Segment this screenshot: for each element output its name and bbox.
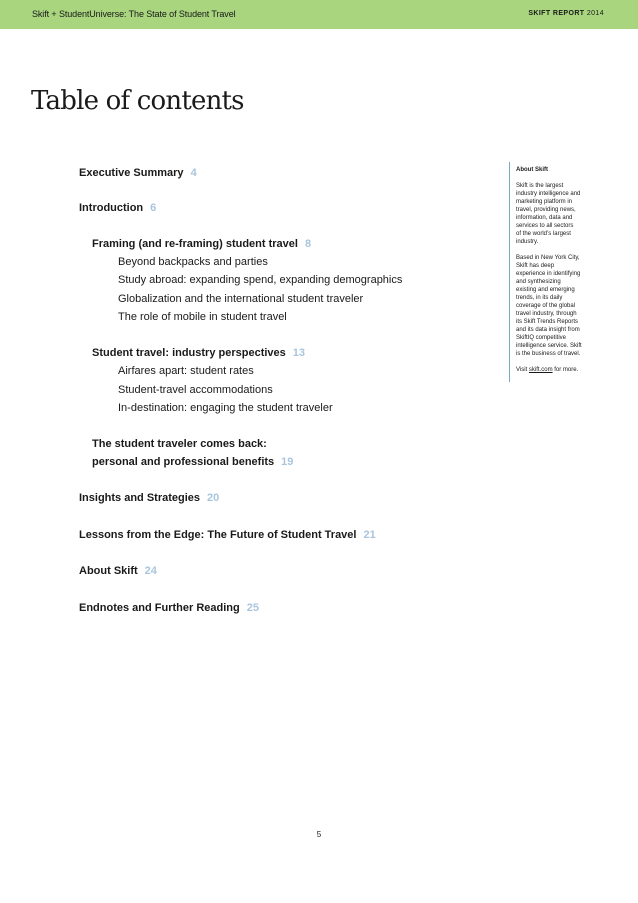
toc-entry[interactable] xyxy=(79,529,376,541)
sidebar-line: industry. xyxy=(516,239,539,245)
toc-entry-title: Study abroad: expanding spend, expanding demographics xyxy=(118,274,403,286)
report-label-text: SKIFT REPORT xyxy=(528,10,585,17)
visit-suffix: for more. xyxy=(552,367,579,373)
toc-entry-title: In-destination: engaging the student traveler xyxy=(118,402,333,414)
toc-entry[interactable] xyxy=(79,167,197,179)
toc-entry[interactable] xyxy=(92,238,311,250)
sidebar-line: existing and emerging xyxy=(516,287,575,293)
sidebar-line: marketing platform in xyxy=(516,199,573,205)
toc-entry-title: Beyond backpacks and parties xyxy=(118,256,268,268)
sidebar-paragraph-1 xyxy=(516,182,616,246)
report-label xyxy=(528,10,604,17)
toc-entry[interactable] xyxy=(79,565,157,577)
about-skift-sidebar xyxy=(509,162,616,382)
sidebar-line: SkiftIQ competitive xyxy=(516,335,567,341)
toc-entry-page: 19 xyxy=(281,456,294,468)
report-title: Skift + StudentUniverse: The State of Student Travel xyxy=(32,9,236,19)
sidebar-line: travel, providing news, xyxy=(516,207,576,213)
sidebar-line: intelligence service. Skift xyxy=(516,343,582,349)
toc-entry[interactable] xyxy=(118,293,363,305)
toc-entry-page: 20 xyxy=(207,492,220,504)
toc-entry-page: 13 xyxy=(292,347,306,359)
sidebar-line: and synthesizing xyxy=(516,279,561,285)
toc-entry-page: 24 xyxy=(144,565,157,577)
toc-entry-title: Airfares apart: student rates xyxy=(118,365,254,377)
toc-entry-title: Endnotes and Further Reading xyxy=(79,602,240,614)
header-bar xyxy=(0,0,638,29)
sidebar-line: industry intelligence and xyxy=(516,191,581,197)
toc-entry[interactable] xyxy=(118,256,268,268)
toc-entry-page: 21 xyxy=(363,529,376,541)
toc-entry[interactable] xyxy=(79,492,219,504)
sidebar-line: travel industry, through xyxy=(516,311,577,317)
toc-entry-page: 25 xyxy=(246,602,259,614)
toc-entry-title: The role of mobile in student travel xyxy=(118,311,287,323)
toc-entry[interactable] xyxy=(118,402,333,414)
toc-entry-title: Introduction xyxy=(79,202,144,214)
toc-entry-page: 6 xyxy=(150,202,157,214)
toc-entry-title: Globalization and the international student traveler xyxy=(118,293,364,305)
toc-entry-title: Executive Summary xyxy=(79,167,184,179)
sidebar-line: Skift has deep xyxy=(516,263,555,269)
sidebar-title: About Skift xyxy=(516,167,548,173)
toc-entry-title: personal and professional benefits xyxy=(92,456,275,468)
toc-entry[interactable] xyxy=(118,384,273,396)
sidebar-line: Based in New York City, xyxy=(516,255,580,261)
page-number: 5 xyxy=(316,830,322,839)
toc-entry[interactable] xyxy=(118,365,254,377)
toc-entry-title: Insights and Strategies xyxy=(79,492,201,504)
toc-entry[interactable] xyxy=(92,347,305,359)
report-year: 2014 xyxy=(586,10,604,17)
sidebar-line: services to all sectors xyxy=(516,223,574,229)
visit-prefix: Visit xyxy=(516,367,529,373)
toc-entry-title: Framing (and re-framing) student travel xyxy=(92,238,298,250)
sidebar-line: information, data and xyxy=(516,215,573,221)
sidebar-line: is the business of travel. xyxy=(516,351,581,357)
toc-entry[interactable] xyxy=(118,274,402,286)
toc-entry-title: Student travel: industry perspectives xyxy=(92,347,286,359)
toc-entry-page: 8 xyxy=(304,238,312,250)
toc-entry-title: The student traveler comes back: xyxy=(92,438,267,450)
toc-entry-page: 4 xyxy=(190,167,197,179)
toc-entry[interactable] xyxy=(79,602,259,614)
sidebar-line: of the world’s largest xyxy=(516,231,571,237)
sidebar-line: trends, in its daily xyxy=(516,295,563,301)
toc-entry[interactable] xyxy=(92,438,267,450)
toc-entry-title: Student-travel accommodations xyxy=(118,384,273,396)
sidebar-visit xyxy=(516,366,616,374)
sidebar-line: Skift is the largest xyxy=(516,183,564,189)
sidebar-line: its Skift Trends Reports xyxy=(516,319,579,325)
toc-entry-title: Lessons from the Edge: The Future of Student Travel xyxy=(79,529,357,541)
sidebar-paragraph-2 xyxy=(516,254,616,358)
toc-entry[interactable] xyxy=(79,202,156,214)
toc-entry[interactable] xyxy=(118,311,287,323)
skift-link[interactable]: skift.com xyxy=(528,367,553,373)
toc-entry-title: About Skift xyxy=(79,565,138,577)
sidebar-line: and its data insight from xyxy=(516,327,580,333)
sidebar-line: coverage of the global xyxy=(516,303,576,309)
sidebar-line: experience in identifying xyxy=(516,271,581,277)
page-title: Table of contents xyxy=(31,86,244,116)
toc-entry[interactable] xyxy=(92,456,293,468)
